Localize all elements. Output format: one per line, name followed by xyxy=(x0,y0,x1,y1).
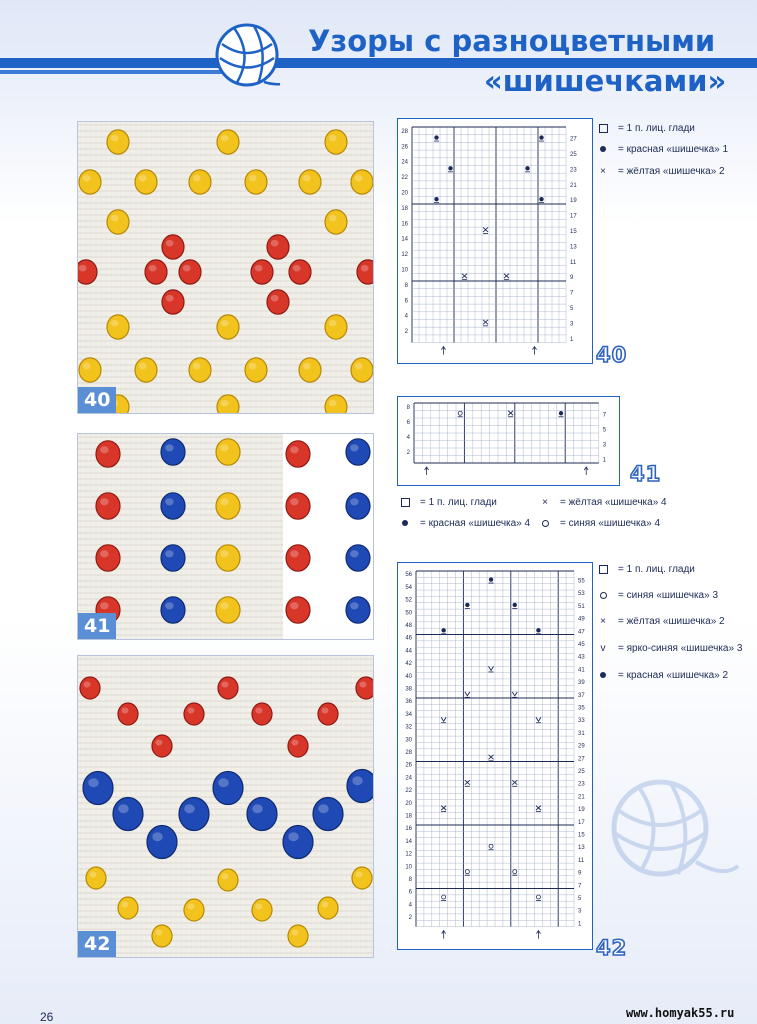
bobble xyxy=(96,545,120,571)
bobble xyxy=(347,770,373,803)
bobble xyxy=(288,925,308,947)
knit-photo-41-image xyxy=(78,434,373,639)
cross-icon: × xyxy=(542,497,548,508)
bobble xyxy=(313,798,343,831)
bobble xyxy=(216,545,240,571)
legend-41 xyxy=(398,496,718,536)
page-number: 26 xyxy=(40,1010,54,1024)
legend-40-row-2 xyxy=(596,165,725,179)
bobble xyxy=(118,897,138,919)
row-label-right: 1 xyxy=(570,336,574,343)
bobble xyxy=(318,703,338,725)
row-label-right: 49 xyxy=(578,616,585,623)
row-label-left: 44 xyxy=(405,648,412,655)
page-title-line1: Узоры с разноцветными xyxy=(308,24,716,58)
dot-icon xyxy=(596,669,610,683)
row-label-right: 25 xyxy=(570,151,577,158)
legend-42 xyxy=(596,563,756,688)
row-label-left: 12 xyxy=(405,851,412,858)
chart-number-40: 40 xyxy=(596,343,628,367)
circle-icon xyxy=(538,517,552,531)
bobble xyxy=(357,260,373,284)
row-label-left: 6 xyxy=(408,889,412,896)
row-label-right: 7 xyxy=(602,412,607,419)
legend-41-row-3 xyxy=(538,517,660,531)
row-label-right: 3 xyxy=(578,908,582,915)
row-label-left: 24 xyxy=(401,159,408,166)
row-label-right: 37 xyxy=(578,692,585,699)
row-label-right: 13 xyxy=(570,244,577,251)
row-label-left: 24 xyxy=(405,775,412,782)
bobble xyxy=(286,597,310,623)
chart-dot-symbol xyxy=(559,411,563,415)
bobble xyxy=(152,735,172,757)
row-label-right: 9 xyxy=(570,275,574,282)
bobble xyxy=(251,260,273,284)
legend-40-row-1 xyxy=(596,143,728,157)
legend-42-row-0 xyxy=(596,563,695,577)
bobble xyxy=(346,439,370,465)
legend-42-row-1 xyxy=(596,589,718,603)
bobble xyxy=(245,170,267,194)
square-icon xyxy=(596,563,610,577)
row-label-left: 46 xyxy=(405,635,412,642)
row-label-left: 16 xyxy=(401,221,408,228)
chart-dot-symbol xyxy=(539,197,543,201)
legend-42-text-3: = ярко-синяя «шишечка» 3 xyxy=(618,643,743,654)
bobble xyxy=(318,897,338,919)
bobble xyxy=(216,439,240,465)
legend-41-text-0: = 1 п. лиц. глади xyxy=(420,497,497,508)
row-label-left: 36 xyxy=(405,699,412,706)
row-label-right: 9 xyxy=(578,870,582,877)
chart-vee-symbol xyxy=(441,717,446,721)
bobble xyxy=(78,260,97,284)
row-label-right: 5 xyxy=(602,427,607,434)
bobble xyxy=(217,395,239,413)
page-title-line2: «шишечками» xyxy=(484,64,727,98)
row-label-right: 27 xyxy=(570,136,577,143)
chart-dot-symbol xyxy=(448,166,452,170)
row-label-right: 43 xyxy=(578,654,585,661)
chart-number-41: 41 xyxy=(630,462,662,486)
knit-photo-40 xyxy=(77,121,374,414)
chart-dot-symbol xyxy=(434,197,438,201)
chart-circle-symbol xyxy=(442,895,446,899)
row-label-left: 2 xyxy=(408,915,412,922)
bobble xyxy=(184,703,204,725)
row-label-right: 47 xyxy=(578,629,585,636)
bobble xyxy=(356,677,373,699)
bobble xyxy=(286,545,310,571)
chart-41-grid xyxy=(398,397,619,485)
bobble xyxy=(135,170,157,194)
bobble xyxy=(289,260,311,284)
row-label-left: 34 xyxy=(405,711,412,718)
bobble xyxy=(107,130,129,154)
row-label-right: 55 xyxy=(578,578,585,585)
row-label-left: 16 xyxy=(405,826,412,833)
knit-photo-42 xyxy=(77,655,374,958)
chart-42-grid xyxy=(398,563,592,949)
row-label-left: 14 xyxy=(401,236,408,243)
bobble xyxy=(179,260,201,284)
legend-40-text-2: = жёлтая «шишечка» 2 xyxy=(618,166,725,177)
chart-circle-symbol xyxy=(465,870,469,874)
photo-label-40: 40 xyxy=(78,387,116,413)
bobble xyxy=(107,210,129,234)
chart-dot-symbol xyxy=(465,603,469,607)
bobble xyxy=(286,493,310,519)
legend-41-text-2: = красная «шишечка» 4 xyxy=(420,518,531,529)
bobble xyxy=(152,925,172,947)
bobble xyxy=(267,290,289,314)
dot-icon xyxy=(596,143,610,157)
chart-vee-symbol xyxy=(489,666,494,670)
row-label-right: 15 xyxy=(570,228,577,235)
row-label-right: 13 xyxy=(578,845,585,852)
circle-icon xyxy=(596,589,610,603)
bobble xyxy=(135,358,157,382)
chart-dot-symbol xyxy=(489,577,493,581)
row-label-left: 48 xyxy=(405,622,412,629)
bobble xyxy=(80,677,100,699)
row-label-right: 25 xyxy=(578,769,585,776)
row-label-right: 29 xyxy=(578,743,585,750)
chart-vee-symbol xyxy=(465,692,470,696)
row-label-left: 26 xyxy=(405,762,412,769)
row-label-right: 33 xyxy=(578,718,585,725)
row-label-right: 45 xyxy=(578,642,585,649)
chart-dot-symbol xyxy=(536,628,540,632)
chart-vee-symbol xyxy=(512,692,517,696)
row-label-left: 52 xyxy=(405,597,412,604)
row-label-right: 1 xyxy=(602,457,607,464)
bobble xyxy=(267,235,289,259)
chart-circle-symbol xyxy=(536,895,540,899)
row-label-left: 14 xyxy=(405,838,412,845)
bobble xyxy=(79,170,101,194)
chart-number-42: 42 xyxy=(596,936,628,960)
row-label-left: 22 xyxy=(401,175,408,182)
photo-label-42: 42 xyxy=(78,931,116,957)
row-label-right: 23 xyxy=(570,167,577,174)
row-label-left: 8 xyxy=(408,876,412,883)
row-label-left: 18 xyxy=(401,205,408,212)
bobble xyxy=(86,867,106,889)
square-icon xyxy=(596,122,610,136)
chart-circle-symbol xyxy=(489,844,493,848)
chart-42 xyxy=(397,562,593,950)
bobble xyxy=(325,395,347,413)
bobble xyxy=(161,545,185,571)
row-label-left: 22 xyxy=(405,788,412,795)
bobble xyxy=(252,899,272,921)
bobble xyxy=(286,441,310,467)
row-label-right: 21 xyxy=(570,182,577,189)
row-label-right: 19 xyxy=(578,807,585,814)
row-label-right: 7 xyxy=(570,290,574,297)
row-label-left: 12 xyxy=(401,252,408,259)
header-band-accent xyxy=(0,70,230,74)
bobble xyxy=(83,772,113,805)
bobble xyxy=(96,441,120,467)
chart-vee-symbol xyxy=(536,717,541,721)
bobble xyxy=(325,315,347,339)
bobble xyxy=(113,798,143,831)
row-label-right: 41 xyxy=(578,667,585,674)
dot-icon xyxy=(398,517,412,531)
bobble xyxy=(325,130,347,154)
row-label-right: 3 xyxy=(602,442,607,449)
chart-41 xyxy=(397,396,620,486)
square-icon xyxy=(398,496,412,510)
bobble xyxy=(162,235,184,259)
row-label-left: 50 xyxy=(405,610,412,617)
row-label-right: 5 xyxy=(570,305,574,312)
row-label-left: 2 xyxy=(406,449,410,456)
legend-42-row-3 xyxy=(596,642,742,656)
row-label-left: 28 xyxy=(405,749,412,756)
bobble xyxy=(189,170,211,194)
bobble xyxy=(283,826,313,859)
knit-photo-41 xyxy=(77,433,374,640)
chart-dot-symbol xyxy=(525,166,529,170)
row-label-left: 38 xyxy=(405,686,412,693)
bobble xyxy=(346,545,370,571)
legend-40 xyxy=(596,122,756,182)
legend-41-row-2 xyxy=(398,517,530,531)
bobble xyxy=(107,315,129,339)
chart-circle-symbol xyxy=(513,870,517,874)
row-label-left: 10 xyxy=(401,267,408,274)
row-label-right: 51 xyxy=(578,603,585,610)
row-label-left: 20 xyxy=(401,190,408,197)
row-label-right: 17 xyxy=(570,213,577,220)
row-label-left: 20 xyxy=(405,800,412,807)
row-label-right: 11 xyxy=(578,857,585,864)
legend-41-row-1 xyxy=(538,496,667,510)
row-label-left: 4 xyxy=(404,313,408,320)
row-label-left: 8 xyxy=(404,282,408,289)
bobble xyxy=(161,439,185,465)
knit-background xyxy=(78,122,373,413)
bobble xyxy=(147,826,177,859)
chart-dot-symbol xyxy=(513,603,517,607)
bobble xyxy=(118,703,138,725)
chart-circle-symbol xyxy=(458,411,462,415)
row-label-right: 11 xyxy=(570,259,577,266)
bobble xyxy=(79,358,101,382)
row-label-left: 30 xyxy=(405,737,412,744)
bobble xyxy=(218,869,238,891)
row-label-left: 4 xyxy=(408,902,412,909)
bobble xyxy=(288,735,308,757)
legend-42-row-2 xyxy=(596,615,725,629)
legend-40-text-0: = 1 п. лиц. глади xyxy=(618,123,695,134)
bobble xyxy=(352,867,372,889)
legend-42-text-1: = синяя «шишечка» 3 xyxy=(618,590,719,601)
row-label-left: 26 xyxy=(401,144,408,151)
bobble xyxy=(247,798,277,831)
bobble xyxy=(325,210,347,234)
chart-dot-symbol xyxy=(539,135,543,139)
row-label-right: 21 xyxy=(578,794,585,801)
bobble xyxy=(213,772,243,805)
chart-dot-symbol xyxy=(434,135,438,139)
legend-41-row-0 xyxy=(398,496,497,510)
row-label-left: 4 xyxy=(406,434,410,441)
bobble xyxy=(245,358,267,382)
legend-42-row-4 xyxy=(596,669,728,683)
row-label-left: 40 xyxy=(405,673,412,680)
row-label-right: 27 xyxy=(578,756,585,763)
row-label-right: 19 xyxy=(570,198,577,205)
bobble xyxy=(161,493,185,519)
knit-photo-42-image xyxy=(78,656,373,957)
row-label-right: 23 xyxy=(578,781,585,788)
bobble xyxy=(351,170,373,194)
row-label-right: 3 xyxy=(570,321,574,328)
row-label-right: 7 xyxy=(578,883,582,890)
row-label-right: 35 xyxy=(578,705,585,712)
bobble xyxy=(189,358,211,382)
row-label-right: 15 xyxy=(578,832,585,839)
row-label-right: 31 xyxy=(578,730,585,737)
knit-photo-40-image xyxy=(78,122,373,413)
bobble xyxy=(161,597,185,623)
vee-icon: v xyxy=(600,643,606,654)
footer-url: www.homyak55.ru xyxy=(626,1006,735,1020)
row-label-left: 18 xyxy=(405,813,412,820)
yarn-ball-icon xyxy=(214,22,280,88)
legend-40-text-1: = красная «шишечка» 1 xyxy=(618,144,729,155)
bobble xyxy=(179,798,209,831)
yarn-ball-decor-icon xyxy=(600,776,740,886)
bobble xyxy=(217,315,239,339)
row-label-right: 17 xyxy=(578,819,585,826)
bobble xyxy=(252,703,272,725)
legend-41-text-1: = жёлтая «шишечка» 4 xyxy=(560,497,667,508)
row-label-right: 39 xyxy=(578,680,585,687)
bobble xyxy=(351,358,373,382)
row-label-left: 32 xyxy=(405,724,412,731)
bobble xyxy=(184,899,204,921)
row-label-left: 2 xyxy=(404,329,408,336)
row-label-left: 10 xyxy=(405,864,412,871)
legend-42-text-0: = 1 п. лиц. глади xyxy=(618,564,695,575)
bobble xyxy=(162,290,184,314)
legend-41-text-3: = синяя «шишечка» 4 xyxy=(560,518,661,529)
legend-40-row-0 xyxy=(596,122,695,136)
cross-icon: × xyxy=(600,616,606,627)
row-label-left: 28 xyxy=(401,128,408,135)
chart-40 xyxy=(397,118,593,364)
bobble xyxy=(299,358,321,382)
bobble xyxy=(217,130,239,154)
photo-label-41: 41 xyxy=(78,613,116,639)
bobble xyxy=(96,493,120,519)
row-label-right: 5 xyxy=(578,896,582,903)
row-label-left: 42 xyxy=(405,661,412,668)
bobble xyxy=(299,170,321,194)
bobble xyxy=(346,493,370,519)
bobble xyxy=(216,597,240,623)
row-label-left: 6 xyxy=(406,419,410,426)
bobble xyxy=(218,677,238,699)
legend-42-text-2: = жёлтая «шишечка» 2 xyxy=(618,616,725,627)
cross-icon: × xyxy=(600,166,606,177)
bobble xyxy=(346,597,370,623)
row-label-left: 8 xyxy=(406,404,410,411)
bobble xyxy=(145,260,167,284)
chart-40-grid xyxy=(398,119,592,363)
legend-42-text-4: = красная «шишечка» 2 xyxy=(618,670,729,681)
bobble xyxy=(216,493,240,519)
row-label-right: 53 xyxy=(578,591,585,598)
row-label-left: 56 xyxy=(405,572,412,579)
chart-dot-symbol xyxy=(441,628,445,632)
row-label-left: 6 xyxy=(404,298,408,305)
row-label-left: 54 xyxy=(405,584,412,591)
row-label-right: 1 xyxy=(578,921,582,928)
